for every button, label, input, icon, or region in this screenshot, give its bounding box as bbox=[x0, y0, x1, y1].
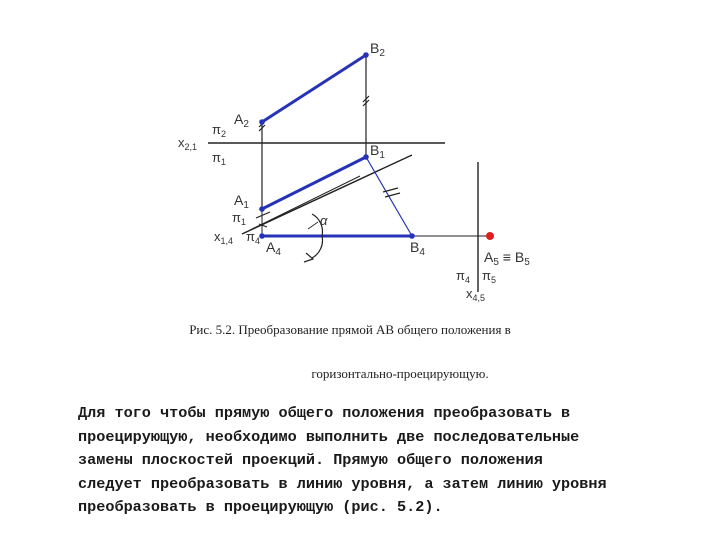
rotation-arc bbox=[312, 236, 322, 258]
point-b4 bbox=[409, 233, 415, 239]
segment-a2-b2 bbox=[262, 55, 366, 122]
point-b2 bbox=[363, 52, 369, 58]
label-a2: $A_2$ bbox=[234, 111, 249, 130]
label-pi1-low: $\pi_1$ bbox=[232, 210, 246, 227]
body-line: замены плоскостей проекций. Прямую общего положения bbox=[78, 451, 543, 469]
body-line: проецирующую, необходимо выполнить две последовательные bbox=[78, 427, 580, 446]
label-a5-b5: $A_5 \equiv B_5$ bbox=[484, 249, 530, 268]
body-line: Для того чтобы прямую общего положения преобразовать в bbox=[78, 404, 571, 422]
label-pi4-right: $\pi_4$ bbox=[456, 268, 470, 285]
label-x21: $x_{2,1}$ bbox=[178, 135, 198, 152]
figure-caption-line-1: Рис. 5.2. Преобразование прямой АВ общего положения в bbox=[189, 322, 511, 337]
point-b1 bbox=[363, 154, 369, 160]
point-a1 bbox=[259, 206, 265, 212]
label-b2: $B_2$ bbox=[370, 40, 385, 59]
label-pi4-low: $\pi_4$ bbox=[246, 229, 260, 246]
label-pi2-top: $\pi_2$ bbox=[212, 122, 226, 139]
point-a5-b5 bbox=[486, 232, 494, 240]
label-alpha: α bbox=[320, 213, 328, 228]
body-paragraph bbox=[78, 402, 678, 520]
point-a2 bbox=[259, 119, 265, 125]
body-line: преобразовать в проецирующую (рис. 5.2). bbox=[78, 498, 443, 516]
label-x14: $x_{1,4}$ bbox=[214, 229, 234, 246]
label-a1: $A_1$ bbox=[234, 192, 249, 211]
point-a4 bbox=[259, 233, 265, 239]
equal-distance-ticks bbox=[256, 96, 400, 227]
label-b1: $B_1$ bbox=[370, 142, 385, 161]
label-pi1-top: $\pi_1$ bbox=[212, 150, 226, 167]
label-x45: $x_{4,5}$ bbox=[466, 286, 486, 303]
label-b4: $B_4$ bbox=[410, 239, 425, 258]
body-line: следует преобразовать в линию уровня, а затем линию уровня bbox=[78, 474, 607, 493]
label-pi5: $\pi_5$ bbox=[482, 268, 496, 285]
rotation-arrow-icon bbox=[304, 253, 313, 262]
alpha-leader bbox=[308, 222, 318, 229]
label-a4: $A_4$ bbox=[266, 239, 281, 258]
axis-x14-parallel bbox=[252, 176, 360, 229]
figure-caption-line-2: горизонтально-проецирующую. bbox=[311, 366, 489, 381]
